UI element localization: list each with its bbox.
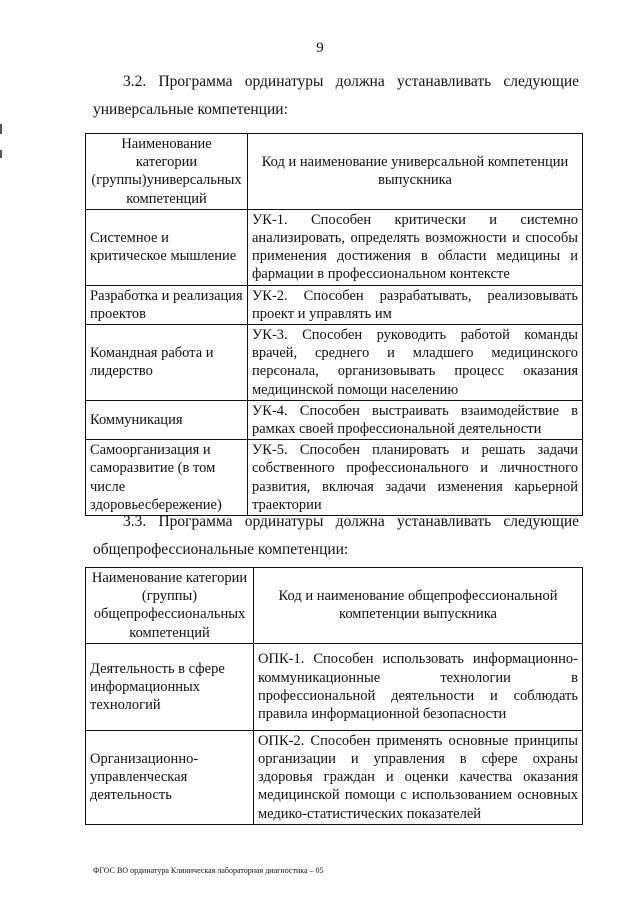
row-category: Организационно-управленческая деятельность (86, 730, 254, 824)
section-3-2-intro (93, 68, 579, 124)
header-competence: Код и наименование общепрофессиональной компетенции выпускника (254, 568, 583, 644)
row-competence: УК-1. Способен критически и системно анализировать, определять возможности и способы применения достижения в области медицины и фармации в профессиональном контексте (248, 209, 583, 285)
row-category: Коммуникация (86, 400, 248, 439)
row-category: Системное и критическое мышление (86, 209, 248, 285)
table-row (86, 440, 583, 516)
table-row (86, 325, 583, 401)
scan-edge-mark (0, 124, 2, 134)
section-3-2-line1: 3.2. Программа ординатуры должна устанавливать следующие (123, 73, 579, 90)
header-category: Наименование категории (группы) общепрофессиональных компетенций (86, 568, 254, 644)
page-number: 9 (316, 40, 324, 56)
header-category: Наименование категории (группы)универсальных компетенций (86, 134, 248, 210)
row-category: Самоорганизация и саморазвитие (в том числе здоровьесбережение) (86, 440, 248, 516)
document-footer: ФГОС ВО ординатура Клиническая лабораторная диагностика – 05 (93, 866, 324, 875)
table-row (86, 730, 583, 824)
scan-edge-mark (0, 150, 2, 158)
row-competence: ОПК-1. Способен использовать информационно-коммуникационные технологии в профессиональной деятельности и соблюдать правила информационной безопасности (254, 643, 583, 730)
row-competence: УК-4. Способен выстраивать взаимодействие в рамках своей профессиональной деятельности (248, 400, 583, 439)
general-professional-competencies-table (85, 567, 583, 825)
section-3-3-line1: 3.3. Программа ординатуры должна устанавливать следующие (123, 513, 579, 530)
row-competence: УК-5. Способен планировать и решать задачи собственного профессионального и личностного развития, включая задачи изменения карьерной траектории (248, 440, 583, 516)
row-category: Деятельность в сфере информационных технологий (86, 643, 254, 730)
section-3-3-intro (93, 508, 579, 564)
table-row (86, 400, 583, 439)
row-category: Командная работа и лидерство (86, 325, 248, 401)
table-header-row (86, 134, 583, 210)
header-competence: Код и наименование универсальной компетенции выпускника (248, 134, 583, 210)
section-3-3-line2: общепрофессиональные компетенции: (93, 541, 349, 558)
row-competence: ОПК-2. Способен применять основные принципы организации и управления в сфере охраны здоровья граждан и оценки качества оказания медицинской помощи с использованием основных медико-статистических показателей (254, 730, 583, 824)
table-row (86, 285, 583, 324)
table-header-row (86, 568, 583, 644)
table-row (86, 643, 583, 730)
row-competence: УК-3. Способен руководить работой команды врачей, среднего и младшего медицинского персонала, организовывать процесс оказания медицинской помощи населению (248, 325, 583, 401)
table-row (86, 209, 583, 285)
row-competence: УК-2. Способен разрабатывать, реализовывать проект и управлять им (248, 285, 583, 324)
universal-competencies-table (85, 133, 583, 516)
section-3-2-line2: универсальные компетенции: (93, 101, 288, 118)
row-category: Разработка и реализация проектов (86, 285, 248, 324)
